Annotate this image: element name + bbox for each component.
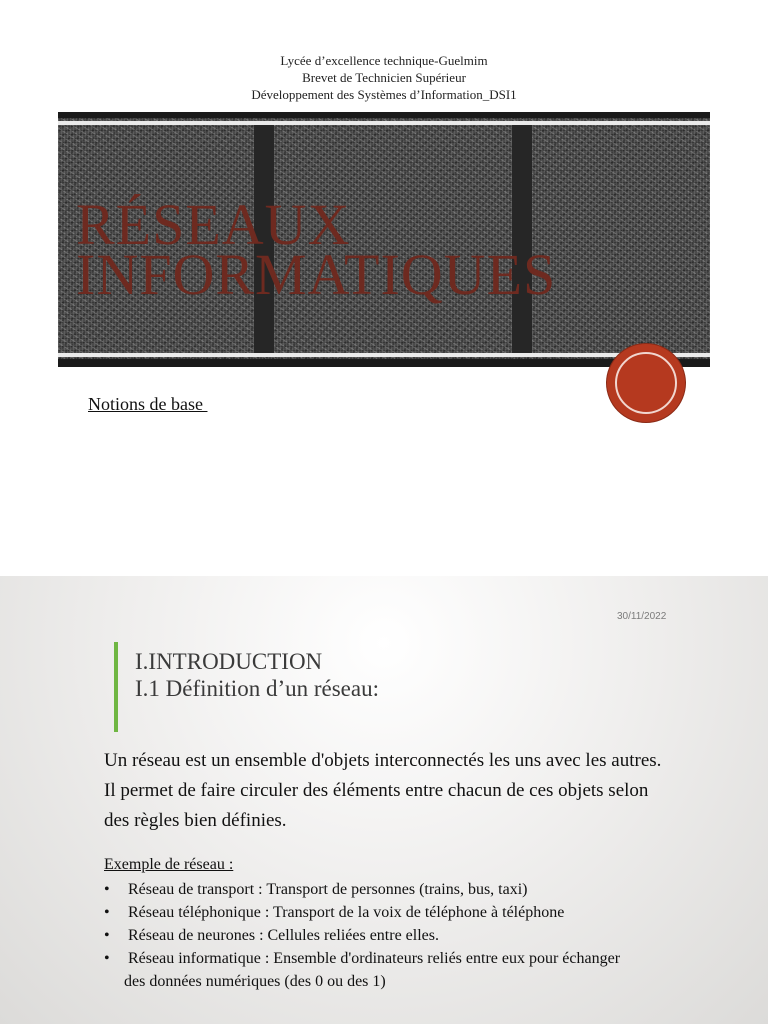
example-heading: Exemple de réseau : [104, 856, 234, 873]
banner-stripe [58, 121, 710, 125]
slide-date: 30/11/2022 [617, 611, 667, 622]
title-line-2: INFORMATIQUES [76, 242, 557, 307]
section-subheading: I.1 Définition d’un réseau: [135, 676, 379, 701]
definition-line: Un réseau est un ensemble d'objets interconnectés les uns avec les autres. [104, 750, 662, 771]
bullet-icon: • [104, 881, 110, 898]
list-item [104, 947, 744, 993]
title-line-1: RÉSEAUX [76, 192, 351, 257]
definition-line: des règles bien définies. [104, 810, 287, 831]
example-list [104, 878, 744, 993]
definition-paragraph [104, 746, 744, 836]
slide-subtitle: Notions de base [88, 394, 208, 414]
list-item-text: Réseau de neurones : Cellules reliées entre elles. [128, 927, 439, 944]
list-item-text: Réseau de transport : Transport de personnes (trains, bus, taxi) [128, 881, 528, 898]
bullet-icon: • [104, 950, 110, 967]
institution-header [0, 52, 768, 103]
circle-ring [615, 352, 677, 414]
decorative-circle-icon [607, 344, 685, 422]
list-item-continuation: des données numériques (des 0 ou des 1) [124, 973, 386, 990]
banner-stripe [58, 112, 710, 118]
slide-title-text [76, 192, 557, 307]
bullet-icon: • [104, 904, 110, 921]
header-diploma: Brevet de Technicien Supérieur [302, 70, 466, 85]
bullet-icon: • [104, 927, 110, 944]
title-banner [58, 112, 710, 367]
section-heading: I.INTRODUCTION [135, 649, 323, 674]
definition-line: Il permet de faire circuler des éléments entre chacun de ces objets selon [104, 780, 649, 801]
header-program: Développement des Systèmes d’Information_DSI1 [251, 87, 517, 102]
header-school: Lycée d’excellence technique-Guelmim [280, 53, 488, 68]
slide-introduction [0, 576, 768, 1024]
list-item [104, 901, 744, 924]
section-title [135, 648, 379, 702]
accent-bar [114, 642, 118, 732]
list-item [104, 878, 744, 901]
list-item [104, 924, 744, 947]
list-item-text: Réseau informatique : Ensemble d'ordinateurs reliés entre eux pour échanger [128, 950, 621, 967]
banner-stripe [58, 353, 710, 357]
list-item-text: Réseau téléphonique : Transport de la voix de téléphone à téléphone [128, 904, 565, 921]
